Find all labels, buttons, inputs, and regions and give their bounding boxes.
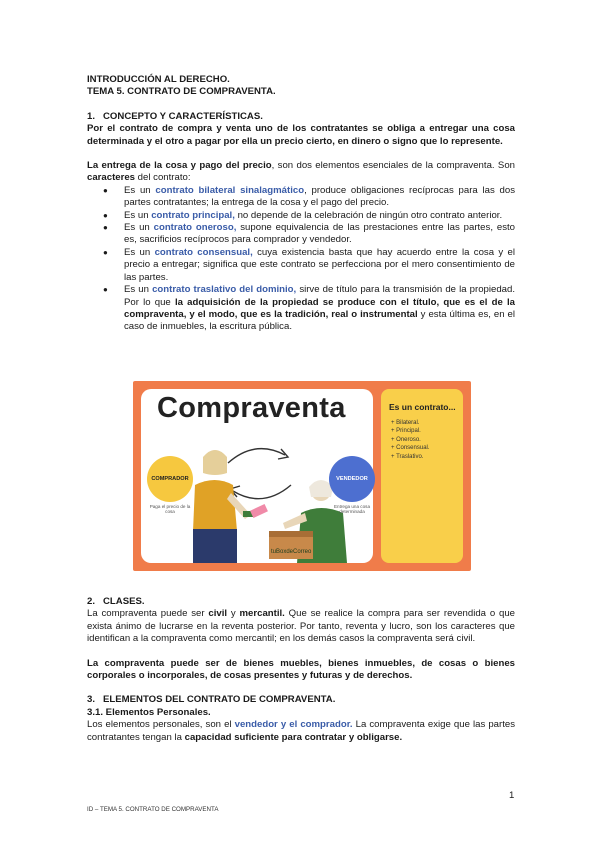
list-item	[87, 185, 515, 210]
types-paragraph: La compraventa puede ser de bienes muebles, bienes inmuebles, de cosas o bienes corporales o incorporales, de cosas presentes y futuras y de derechos.	[87, 657, 515, 682]
text-run: Los elementos personales, son el	[87, 719, 235, 731]
text-run: , son dos elementos esenciales de la compraventa. Son	[271, 160, 515, 172]
course-title: INTRODUCCIÓN AL DERECHO.	[87, 74, 230, 85]
subsection-3-1-heading: 3.1. Elementos Personales.	[87, 706, 211, 718]
bold-phrase: capacidad suficiente para contratar y obligarse.	[184, 731, 403, 743]
document-body-continued	[87, 596, 515, 744]
summary-item: + Principal.	[391, 428, 421, 435]
section-2-title: CLASES.	[103, 596, 145, 607]
characteristics-list	[87, 185, 515, 334]
bold-phrase: la adquisición de la propiedad se produce con el título, que es el de la compraventa, y el modo, que es la tradición, real o instrumental	[124, 296, 515, 320]
classes-paragraph	[87, 608, 515, 645]
key-term: contrato traslativo del dominio,	[152, 284, 297, 296]
key-term: contrato consensual,	[154, 246, 253, 258]
box-label: tuBoxdeCorreo	[271, 549, 312, 555]
document-body	[87, 74, 515, 334]
definition-paragraph: Por el contrato de compra y venta uno de los contratantes se obliga a entregar una cosa determinada y el otro a pagar por ella un precio cierto, en dinero o signo que lo represente.	[87, 123, 515, 147]
summary-list	[391, 419, 430, 461]
key-term: contrato principal,	[151, 209, 235, 221]
essential-elements-paragraph	[87, 160, 515, 185]
seller-circle: VENDEDOR	[329, 456, 375, 502]
key-term: vendedor y el comprador.	[234, 719, 353, 731]
text-run: y esta última es, en el caso de inmuebles, la escritura pública.	[124, 308, 516, 333]
text-run: Que se realice la compra para ser revendida o que exista ánimo de lucrarse en la reventa posterior. Por tanto, reventa y lucro, son los caracteres que identifican a la compraventa como mercantil; en los demás casos la compraventa será civil.	[87, 608, 515, 645]
list-item	[87, 210, 515, 222]
section-3-number: 3.	[87, 694, 96, 706]
text-run: , produce obligaciones recíprocas para las dos partes contratantes; la entrega de la cosa y el pago del precio.	[124, 184, 516, 209]
summary-title: Es un contrato...	[389, 402, 456, 412]
bold-phrase: mercantil.	[239, 608, 285, 620]
section-2-number: 2.	[87, 596, 96, 607]
topic-title: TEMA 5. CONTRATO DE COMPRAVENTA.	[87, 86, 276, 98]
summary-item: + Consensual.	[391, 445, 430, 452]
text-run: Es un	[124, 222, 154, 234]
list-item	[87, 247, 515, 284]
summary-item: + Bilateral.	[391, 420, 420, 426]
summary-item: + Traslativo.	[391, 453, 424, 460]
text-run: cuya existencia basta que hay acuerdo entre la cosa y el precio a entregar; significa que este contrato se perfecciona por el mero consentimiento de las partes.	[124, 246, 516, 283]
list-item	[87, 284, 515, 334]
footer-text: ID – TEMA 5. CONTRATO DE COMPRAVENTA	[87, 806, 219, 813]
section-2-heading	[87, 596, 515, 608]
illustration-title: Compraventa	[157, 392, 346, 424]
buyer-circle: COMPRADOR	[147, 456, 193, 502]
seller-caption: Entrega una cosa determinada	[333, 504, 370, 515]
buyer-caption: Paga el precio de la cosa	[149, 504, 191, 515]
text-run: La compraventa puede ser	[87, 608, 209, 620]
bold-phrase: La entrega de la cosa y pago del precio	[87, 160, 272, 172]
summary-item: + Oneroso.	[391, 436, 421, 443]
page-number: 1	[509, 790, 515, 801]
section-3-heading	[87, 694, 515, 706]
section-3-title: ELEMENTOS DEL CONTRATO DE COMPRAVENTA.	[103, 694, 336, 706]
bold-phrase: caracteres	[87, 172, 136, 184]
section-1-title: CONCEPTO Y CARACTERÍSTICAS.	[103, 110, 263, 122]
bold-phrase: civil	[208, 608, 228, 620]
text-run: sirve de título para la transmisión de la propiedad. Por lo que	[124, 284, 515, 308]
key-term: contrato oneroso,	[153, 222, 237, 234]
text-run: La compraventa exige que las partes contratantes tengan la	[87, 719, 515, 743]
section-1-number: 1.	[87, 110, 96, 122]
section-1-heading	[87, 111, 515, 123]
text-run: supone equivalencia de las prestaciones entre las partes, esto es, sacrificios recíprocos para comprador y vendedor.	[124, 222, 515, 246]
text-run: Es un	[124, 284, 153, 296]
key-term: contrato bilateral sinalagmático	[155, 184, 305, 196]
text-run: y	[227, 608, 240, 620]
text-run: Es un	[124, 184, 156, 196]
personal-elements-paragraph	[87, 719, 515, 744]
text-run: Es un	[124, 209, 152, 221]
contract-summary-panel	[381, 389, 463, 563]
list-item	[87, 222, 515, 247]
compraventa-illustration	[133, 381, 471, 571]
text-run: no depende de la celebración de ningún otro contrato anterior.	[234, 209, 503, 221]
text-run: Es un	[124, 246, 155, 258]
text-run: del contrato:	[135, 172, 191, 184]
